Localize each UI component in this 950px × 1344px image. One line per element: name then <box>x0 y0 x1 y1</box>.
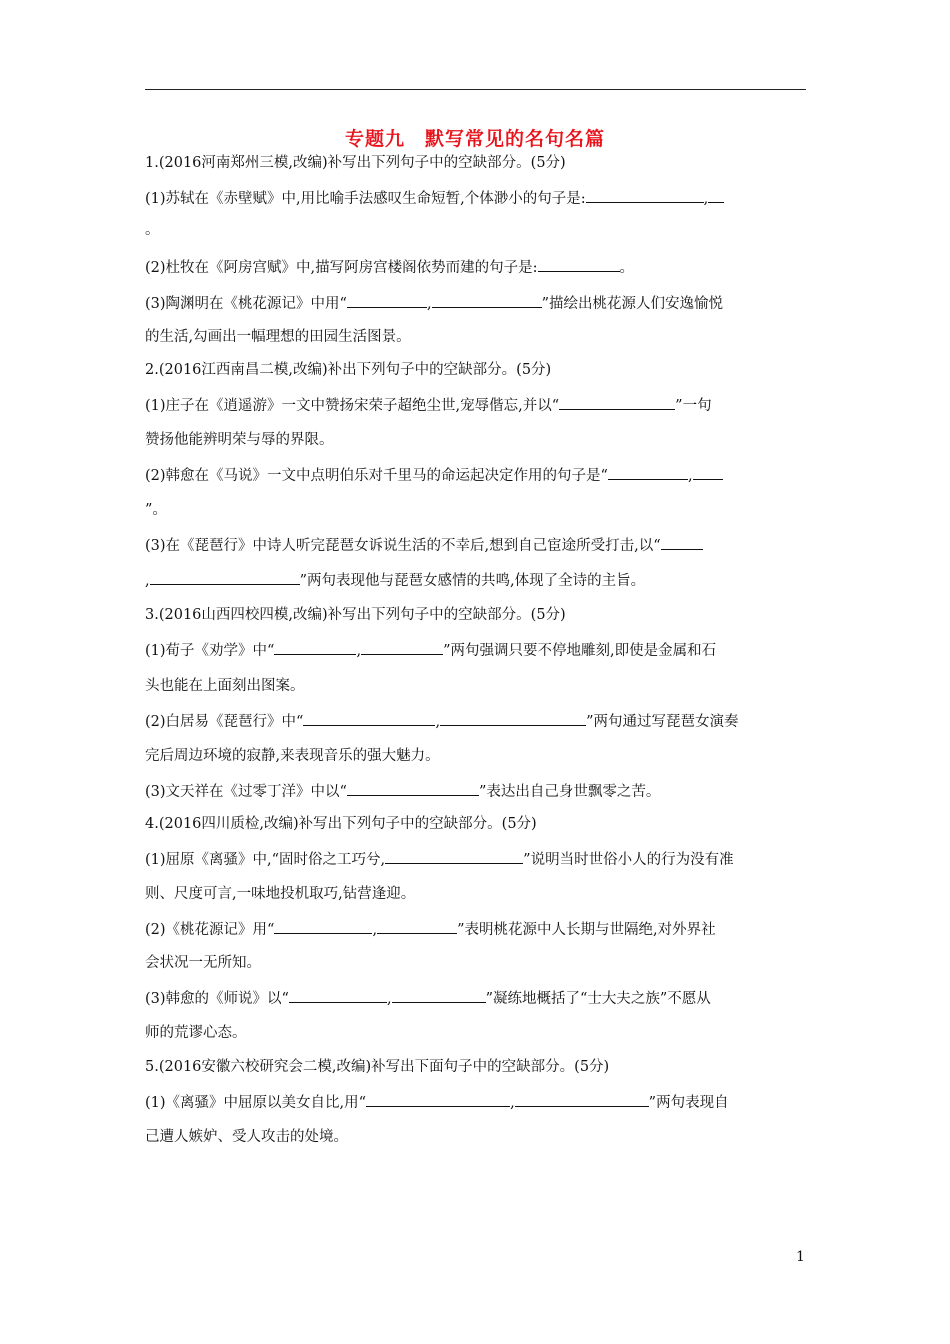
page-number: 1 <box>796 1249 805 1265</box>
comma: , <box>372 922 378 938</box>
answer-blank[interactable] <box>693 465 723 480</box>
question-4-1-cont: 则、尺度可言,一味地投机取巧,钻营逢迎。 <box>145 886 416 902</box>
question-2-3 <box>145 535 703 556</box>
question-2-3-cont <box>145 570 645 591</box>
page-title: 专题九 默写常见的名句名篇 <box>344 128 605 150</box>
question-text-end: ”两句表现自 <box>648 1095 729 1111</box>
question-text: (3)韩愈的《师说》以“ <box>145 991 289 1007</box>
question-text: (1)《离骚》中屈原以美女自比,用“ <box>145 1095 367 1111</box>
question-4-2-cont: 会状况一无所知。 <box>145 955 261 971</box>
question-4-3-cont: 师的荒谬心态。 <box>145 1025 247 1041</box>
answer-blank[interactable] <box>432 293 542 308</box>
question-3-heading: 3.(2016山西四校四模,改编)补写出下列句子中的空缺部分。(5分) <box>145 607 566 623</box>
answer-blank[interactable] <box>303 711 435 726</box>
question-5-heading: 5.(2016安徽六校研究会二模,改编)补写出下面句子中的空缺部分。(5分) <box>145 1059 610 1075</box>
question-1-3 <box>145 293 723 314</box>
question-1-heading: 1.(2016河南郑州三模,改编)补写出下列句子中的空缺部分。(5分) <box>145 155 566 171</box>
comma: , <box>356 643 362 659</box>
comma: , <box>703 191 709 207</box>
answer-blank[interactable] <box>608 465 688 480</box>
answer-blank[interactable] <box>150 570 300 585</box>
answer-blank[interactable] <box>661 535 703 550</box>
answer-blank[interactable] <box>515 1092 649 1107</box>
header-rule <box>145 89 806 90</box>
question-3-2-cont: 完后周边环境的寂静,来表现音乐的强大魅力。 <box>145 748 440 764</box>
question-1-1-end: 。 <box>145 222 160 238</box>
comma: , <box>386 991 392 1007</box>
question-2-1-cont: 赞扬他能辨明荣与辱的界限。 <box>145 432 334 448</box>
question-2-2-end: ”。 <box>145 502 167 518</box>
question-text-end: ”一句 <box>675 398 712 414</box>
answer-blank[interactable] <box>385 849 523 864</box>
answer-blank[interactable] <box>586 188 704 203</box>
answer-blank[interactable] <box>440 711 586 726</box>
comma: , <box>510 1095 515 1111</box>
question-text-end: ”描绘出桃花源人们安逸愉悦 <box>541 296 723 312</box>
question-text: (1)屈原《离骚》中,“固时俗之工巧兮, <box>145 852 386 868</box>
answer-blank[interactable] <box>377 919 457 934</box>
question-text-end: ”两句表现他与琵琶女感情的共鸣,体现了全诗的主旨。 <box>299 573 646 589</box>
question-text: (3)文天祥在《过零丁洋》中以“ <box>145 784 347 800</box>
question-text: (2)白居易《琵琶行》中“ <box>145 714 304 730</box>
question-text: (2)杜牧在《阿房宫赋》中,描写阿房宫楼阁依势而建的句子是: <box>145 260 538 276</box>
answer-blank[interactable] <box>366 1092 510 1107</box>
question-4-2 <box>145 919 716 940</box>
answer-blank[interactable] <box>274 640 356 655</box>
question-3-1 <box>145 640 716 661</box>
question-text-end: ”凝练地概括了“士大夫之族”不愿从 <box>485 991 711 1007</box>
comma: , <box>145 573 150 589</box>
answer-blank[interactable] <box>347 781 479 796</box>
question-text: (3)陶渊明在《桃花源记》中用“ <box>145 296 347 312</box>
question-text: (1)苏轼在《赤壁赋》中,用比喻手法感叹生命短暂,个体渺小的句子是: <box>145 191 586 207</box>
answer-blank[interactable] <box>392 988 486 1003</box>
question-5-1 <box>145 1092 729 1113</box>
question-text-end: ”两句通过写琵琶女演奏 <box>586 714 739 730</box>
answer-blank[interactable] <box>708 188 724 203</box>
question-1-3-cont: 的生活,勾画出一幅理想的田园生活图景。 <box>145 329 411 345</box>
answer-blank[interactable] <box>559 395 675 410</box>
question-text: (2)《桃花源记》用“ <box>145 922 275 938</box>
answer-blank[interactable] <box>361 640 443 655</box>
question-2-heading: 2.(2016江西南昌二模,改编)补出下列句子中的空缺部分。(5分) <box>145 362 552 378</box>
answer-blank[interactable] <box>538 257 620 272</box>
question-text: (3)在《琵琶行》中诗人听完琵琶女诉说生活的不幸后,想到自己宦途所受打击,以“ <box>145 538 661 554</box>
answer-blank[interactable] <box>274 919 372 934</box>
question-text-end: ”表明桃花源中人长期与世隔绝,对外界社 <box>457 922 716 938</box>
question-2-2 <box>145 465 723 486</box>
question-5-1-cont: 己遭人嫉妒、受人攻击的处境。 <box>145 1129 348 1145</box>
question-text-end: ”表达出自己身世飘零之苦。 <box>478 784 661 800</box>
question-2-1 <box>145 395 712 416</box>
question-1-1 <box>145 188 724 209</box>
question-4-3 <box>145 988 711 1009</box>
question-text-end: ”说明当时世俗小人的行为没有准 <box>523 852 734 868</box>
question-text: (1)庄子在《逍遥游》一文中赞扬宋荣子超绝尘世,宠辱偕忘,并以“ <box>145 398 560 414</box>
question-text-end: ”两句强调只要不停地雕刻,即使是金属和石 <box>443 643 717 659</box>
question-4-heading: 4.(2016四川质检,改编)补写出下列句子中的空缺部分。(5分) <box>145 816 537 832</box>
question-text: (2)韩愈在《马说》一文中点明伯乐对千里马的命运起决定作用的句子是“ <box>145 468 608 484</box>
question-3-3 <box>145 781 660 802</box>
question-3-1-cont: 头也能在上面刻出图案。 <box>145 678 305 694</box>
comma: , <box>435 714 441 730</box>
question-text-end: 。 <box>619 260 635 276</box>
comma: , <box>426 296 432 312</box>
answer-blank[interactable] <box>347 293 427 308</box>
answer-blank[interactable] <box>289 988 387 1003</box>
question-4-1 <box>145 849 734 870</box>
question-1-2 <box>145 257 634 278</box>
question-text: (1)荀子《劝学》中“ <box>145 643 275 659</box>
question-3-2 <box>145 711 738 732</box>
comma: , <box>687 468 693 484</box>
